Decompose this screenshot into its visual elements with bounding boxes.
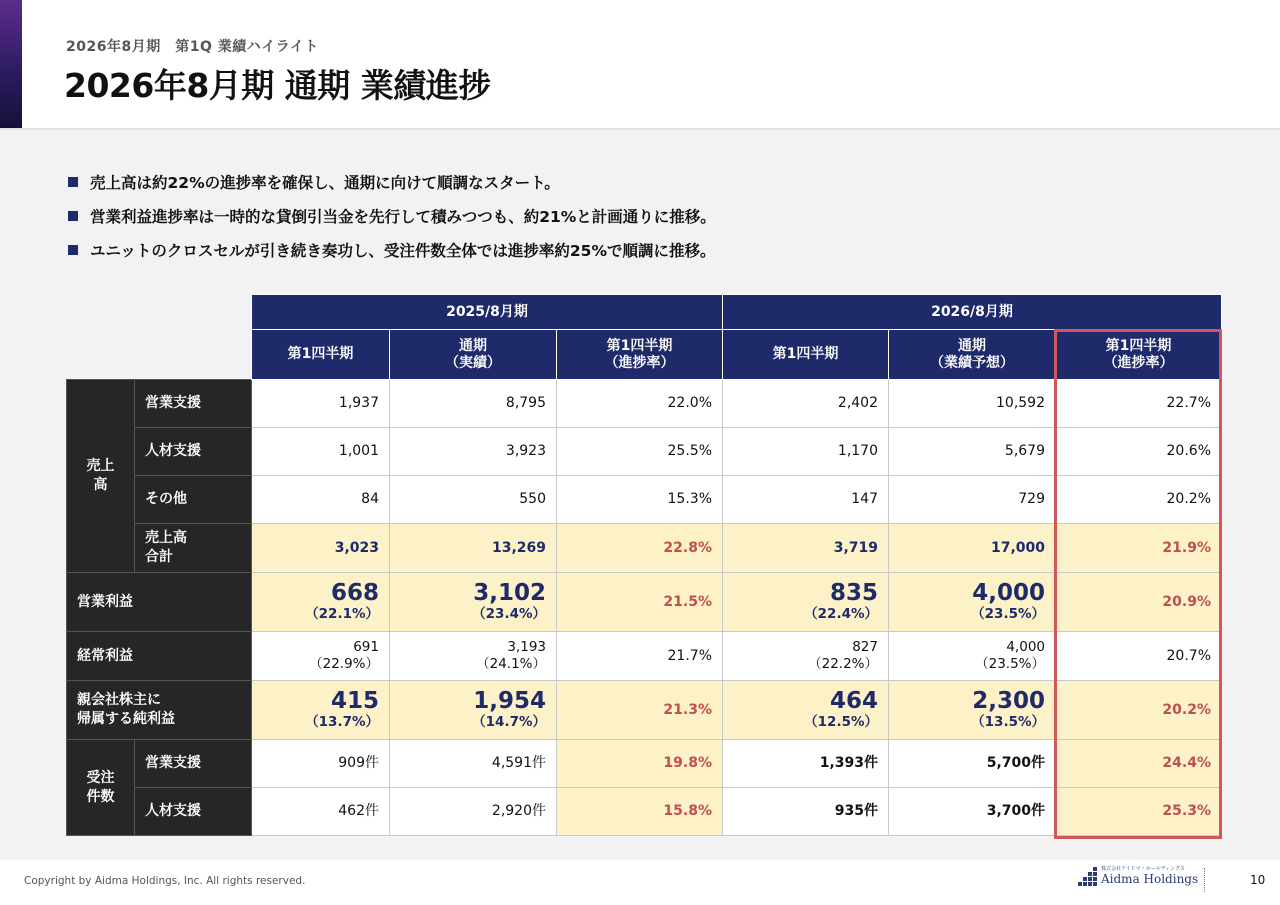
- blank-cell: [67, 295, 252, 330]
- table-row: [67, 380, 1222, 428]
- table-cell: 20.9%: [1056, 573, 1222, 632]
- table-cell: 464 （12.5%）: [723, 681, 889, 740]
- table-cell: 21.7%: [557, 632, 723, 681]
- row-label: 経常利益: [67, 632, 252, 681]
- header: [0, 0, 1280, 130]
- square-bullet-icon: [68, 245, 78, 255]
- table-cell: 691 （22.9%）: [252, 632, 390, 681]
- bullet-text: 売上高は約22%の進捗率を確保し、通期に向けて順調なスタート。: [90, 174, 560, 192]
- bullet-item: [68, 199, 716, 233]
- table-cell: 3,719: [723, 524, 889, 573]
- results-table: [66, 294, 1222, 836]
- bullet-list: [68, 165, 716, 267]
- table-cell: 3,700件: [889, 788, 1056, 836]
- col-header: 第1四半期: [252, 330, 390, 380]
- row-label: 親会社株主に 帰属する純利益: [67, 681, 252, 740]
- col-header: 通期 （業績予想）: [889, 330, 1056, 380]
- table-cell: 25.3%: [1056, 788, 1222, 836]
- table-cell: 935件: [723, 788, 889, 836]
- group-label-orders: 受注 件数: [67, 740, 135, 836]
- table-cell: 22.8%: [557, 524, 723, 573]
- table-cell: 15.3%: [557, 476, 723, 524]
- table-cell: 835 （22.4%）: [723, 573, 889, 632]
- table-cell: 21.5%: [557, 573, 723, 632]
- table-cell: 20.2%: [1056, 476, 1222, 524]
- table-cell: 668 （22.1%）: [252, 573, 390, 632]
- logo-name: Aidma Holdings: [1101, 872, 1199, 886]
- table-cell: 13,269: [390, 524, 557, 573]
- table-cell: 909件: [252, 740, 390, 788]
- table-cell: 3,923: [390, 428, 557, 476]
- table-cell: 2,402: [723, 380, 889, 428]
- square-bullet-icon: [68, 177, 78, 187]
- page-number: 10: [1250, 873, 1266, 887]
- row-label: 売上高 合計: [135, 524, 252, 573]
- table-cell: 4,000 （23.5%）: [889, 573, 1056, 632]
- table-row: [67, 428, 1222, 476]
- table-cell: 1,001: [252, 428, 390, 476]
- page-subtitle: 2026年8月期 第1Q 業績ハイライト: [66, 39, 319, 55]
- bullet-item: [68, 233, 716, 267]
- table-cell: 84: [252, 476, 390, 524]
- row-label: 営業支援: [135, 380, 252, 428]
- table-cell: 24.4%: [1056, 740, 1222, 788]
- table-cell: 21.9%: [1056, 524, 1222, 573]
- page-title: 2026年8月期 通期 業績進捗: [64, 66, 491, 105]
- table-cell: 17,000: [889, 524, 1056, 573]
- table-cell: 1,393件: [723, 740, 889, 788]
- table-cell: 827 （22.2%）: [723, 632, 889, 681]
- row-label: 人材支援: [135, 428, 252, 476]
- table-header-row: [67, 330, 1222, 380]
- table-cell: 1,954 （14.7%）: [390, 681, 557, 740]
- group-label-sales: 売上 高: [67, 380, 135, 573]
- table-cell: 20.7%: [1056, 632, 1222, 681]
- table-cell: 4,000 （23.5%）: [889, 632, 1056, 681]
- footer-divider: [1204, 868, 1205, 892]
- accent-bar: [0, 0, 22, 128]
- period-header-2026: 2026/8月期: [723, 295, 1222, 330]
- table-cell: 20.6%: [1056, 428, 1222, 476]
- table-cell: 147: [723, 476, 889, 524]
- table-cell: 22.7%: [1056, 380, 1222, 428]
- col-header: 第1四半期: [723, 330, 889, 380]
- table-cell: 5,700件: [889, 740, 1056, 788]
- bullet-item: [68, 165, 716, 199]
- table-row: [67, 681, 1222, 740]
- table-row: [67, 740, 1222, 788]
- row-label: 営業支援: [135, 740, 252, 788]
- col-header: 第1四半期 （進捗率）: [557, 330, 723, 380]
- table-cell: 462件: [252, 788, 390, 836]
- row-label: 営業利益: [67, 573, 252, 632]
- table-cell: 25.5%: [557, 428, 723, 476]
- square-bullet-icon: [68, 211, 78, 221]
- table-cell: 21.3%: [557, 681, 723, 740]
- table-cell: 19.8%: [557, 740, 723, 788]
- col-header: 第1四半期 （進捗率）: [1056, 330, 1222, 380]
- table-cell: 22.0%: [557, 380, 723, 428]
- table-row: [67, 573, 1222, 632]
- table-cell: 15.8%: [557, 788, 723, 836]
- table-cell: 3,102 （23.4%）: [390, 573, 557, 632]
- table-row: [67, 632, 1222, 681]
- table-cell: 10,592: [889, 380, 1056, 428]
- company-logo: [1078, 866, 1198, 886]
- logo-mark-icon: [1078, 867, 1097, 886]
- table-cell: 3,193 （24.1%）: [390, 632, 557, 681]
- table-cell: 1,937: [252, 380, 390, 428]
- table-cell: 8,795: [390, 380, 557, 428]
- table-cell: 415 （13.7%）: [252, 681, 390, 740]
- row-label: 人材支援: [135, 788, 252, 836]
- table-row: [67, 476, 1222, 524]
- bullet-text: 営業利益進捗率は一時的な貸倒引当金を先行して積みつつも、約21%と計画通りに推移。: [90, 208, 716, 226]
- row-label: その他: [135, 476, 252, 524]
- table-cell: 2,920件: [390, 788, 557, 836]
- copyright-text: Copyright by Aidma Holdings, Inc. All rights reserved.: [24, 875, 306, 887]
- table-row-total: [67, 524, 1222, 573]
- blank-cell: [67, 330, 252, 380]
- bullet-text: ユニットのクロスセルが引き続き奏功し、受注件数全体では進捗率約25%で順調に推移。: [90, 242, 716, 260]
- table-cell: 729: [889, 476, 1056, 524]
- table-cell: 4,591件: [390, 740, 557, 788]
- table-cell: 5,679: [889, 428, 1056, 476]
- table-cell: 20.2%: [1056, 681, 1222, 740]
- table-cell: 2,300 （13.5%）: [889, 681, 1056, 740]
- col-header: 通期 （実績）: [390, 330, 557, 380]
- table-cell: 550: [390, 476, 557, 524]
- period-header-2025: 2025/8月期: [252, 295, 723, 330]
- table-header-row: [67, 295, 1222, 330]
- table-cell: 1,170: [723, 428, 889, 476]
- logo-subtext: 株式会社アイドマ・ホールディングス: [1101, 866, 1185, 872]
- table-cell: 3,023: [252, 524, 390, 573]
- table-row: [67, 788, 1222, 836]
